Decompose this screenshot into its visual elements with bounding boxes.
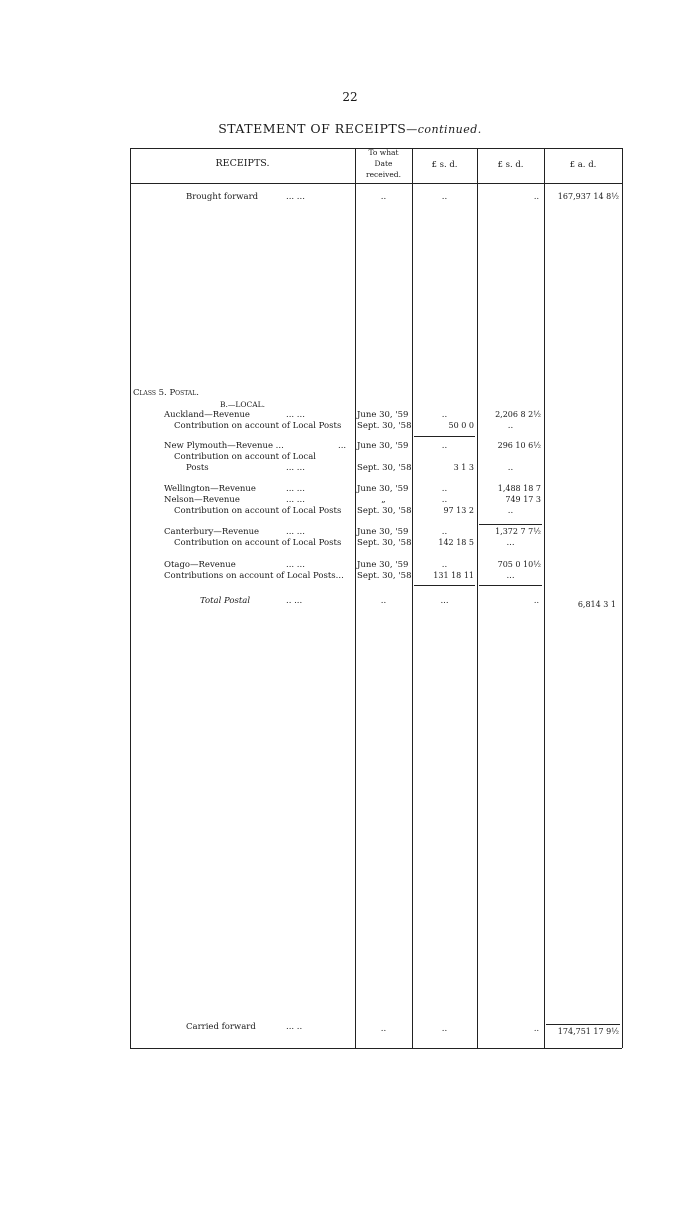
row-label: Posts xyxy=(186,463,209,473)
row-label: Otago—Revenue xyxy=(164,560,236,570)
row-label: Contribution on account of Local xyxy=(174,452,316,462)
row-c1: .. xyxy=(441,484,448,494)
row-c1: .. xyxy=(441,560,448,570)
row-c2: 749 17 3 xyxy=(505,495,541,504)
table-left-rule xyxy=(130,148,131,1048)
carried-rule-c3 xyxy=(546,1024,620,1025)
row-leader: ... ... xyxy=(286,527,305,537)
carried-forward-label: Carried forward xyxy=(186,1022,256,1032)
sum-rule-c1 xyxy=(414,585,475,586)
carried-forward-date: .. xyxy=(380,1024,387,1034)
sum-rule-c2-upper xyxy=(479,524,542,525)
row-label: New Plymouth—Revenue ... xyxy=(164,441,284,451)
row-c2: 705 0 10½ xyxy=(497,560,541,569)
title-suffix: —continued. xyxy=(406,123,482,136)
row-date: June 30, '59 xyxy=(357,527,409,537)
class-heading: Class 5. Postal. xyxy=(133,388,199,398)
row-date: June 30, '59 xyxy=(357,484,409,494)
row-date: Sept. 30, '58 xyxy=(357,538,412,548)
header-rule xyxy=(130,183,622,184)
row-c2: ... xyxy=(506,538,515,548)
row-leader: ... ... xyxy=(286,560,305,570)
header-date-line1: To what xyxy=(368,148,399,157)
row-c1: 50 0 0 xyxy=(448,421,474,430)
row-c1: .. xyxy=(441,410,448,420)
carried-forward-leader: ... .. xyxy=(286,1022,303,1032)
row-c1: 3 1 3 xyxy=(453,463,474,472)
header-col3: £ a. d. xyxy=(569,160,597,170)
row-c2: 2,206 8 2½ xyxy=(495,410,541,419)
row-c1: .. xyxy=(441,441,448,451)
header-date-line2: Date xyxy=(374,159,393,168)
row-label: Contributions on account of Local Posts... xyxy=(164,571,344,581)
col-rule-3 xyxy=(544,148,545,1048)
row-leader: ... ... xyxy=(286,495,305,505)
row-c2: 296 10 6½ xyxy=(497,441,541,450)
row-date: „ xyxy=(381,495,386,505)
row-c2: .. xyxy=(507,421,514,431)
row-date: Sept. 30, '58 xyxy=(357,506,412,516)
header-col2: £ s. d. xyxy=(497,160,524,170)
total-postal-c2: .. xyxy=(533,596,539,605)
row-date: Sept. 30, '58 xyxy=(357,463,412,473)
brought-forward-leader: ... ... xyxy=(286,192,305,202)
row-label: Contribution on account of Local Posts xyxy=(174,506,342,516)
row-date: June 30, '59 xyxy=(357,560,409,570)
header-col1: £ s. d. xyxy=(431,160,458,170)
page-title xyxy=(0,121,700,136)
row-c2: 1,372 7 7½ xyxy=(495,527,541,536)
row-leader: ... ... xyxy=(286,484,305,494)
table-right-rule xyxy=(622,148,623,1048)
table-bottom-rule xyxy=(130,1048,622,1049)
row-c1: .. xyxy=(441,527,448,537)
page-number: 22 xyxy=(342,90,358,104)
brought-forward-date: .. xyxy=(380,192,387,202)
row-c2: .. xyxy=(507,463,514,473)
total-postal-leader: .. ... xyxy=(286,596,303,606)
title-main: STATEMENT OF RECEIPTS xyxy=(218,121,407,136)
header-receipts: RECEIPTS. xyxy=(215,158,270,169)
brought-forward-c3: 167,937 14 8½ xyxy=(557,192,619,201)
sum-rule-c2 xyxy=(479,585,542,586)
total-postal-c3: 6,814 3 1 xyxy=(577,600,616,609)
row-label: Auckland—Revenue xyxy=(164,410,250,420)
row-leader: ... ... xyxy=(286,410,305,420)
brought-forward-label: Brought forward xyxy=(186,192,259,202)
total-postal-label: Total Postal xyxy=(200,596,251,606)
row-c1: .. xyxy=(441,495,448,505)
row-date: June 30, '59 xyxy=(357,441,409,451)
sum-rule-c1-upper xyxy=(414,436,475,437)
row-c1: 142 18 5 xyxy=(438,538,474,547)
row-label: Contribution on account of Local Posts xyxy=(174,421,342,431)
brought-forward-c1: .. xyxy=(441,192,448,202)
row-c2: .. xyxy=(507,506,514,516)
brought-forward-c2: .. xyxy=(533,192,539,201)
header-date-line3: received. xyxy=(366,170,401,179)
row-label: Nelson—Revenue xyxy=(164,495,240,505)
total-postal-c1: ... xyxy=(440,596,449,606)
row-c1: 97 13 2 xyxy=(443,506,474,515)
carried-forward-c3: 174,751 17 9½ xyxy=(557,1027,619,1036)
row-c2: 1,488 18 7 xyxy=(497,484,541,493)
row-c2: ... xyxy=(506,571,515,581)
row-label: Canterbury—Revenue xyxy=(164,527,260,537)
row-date: Sept. 30, '58 xyxy=(357,421,412,431)
total-postal-date: .. xyxy=(380,596,387,606)
row-date: Sept. 30, '58 xyxy=(357,571,412,581)
row-date: June 30, '59 xyxy=(357,410,409,420)
row-label: Contribution on account of Local Posts xyxy=(174,538,342,548)
row-leader: ... ... xyxy=(286,463,305,473)
carried-forward-c1: .. xyxy=(441,1024,448,1034)
row-label: Wellington—Revenue xyxy=(164,484,256,494)
row-leader: ... xyxy=(338,441,347,451)
row-c1: 131 18 11 xyxy=(433,571,474,580)
carried-forward-c2: .. xyxy=(533,1024,539,1033)
sub-heading: B.—LOCAL. xyxy=(220,400,266,409)
